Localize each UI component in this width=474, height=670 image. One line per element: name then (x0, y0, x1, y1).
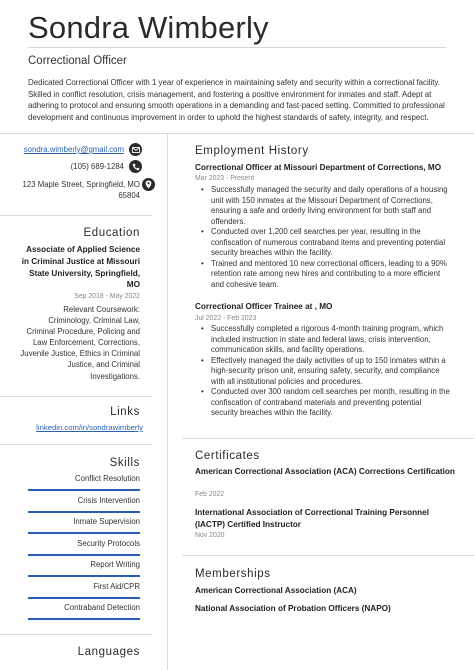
skill-name: Report Writing (90, 560, 140, 569)
certificate-date: Feb 2022 (195, 491, 225, 498)
candidate-name: Sondra Wimberly (28, 10, 269, 45)
membership-item: American Correctional Association (ACA) (195, 586, 357, 595)
skill-bar (28, 575, 140, 577)
skill-bar-fill (28, 489, 140, 491)
left-divider (0, 444, 152, 445)
profile-summary: Dedicated Correctional Officer with 1 year of experience in maintaining safety and security within a correctional facility. Skilled in conflict resolution, crisis management, and fostering a positive environment for inmates and staff. Adept at adhering to protocol and ensuring smooth operations in a demanding and fast-paced setting. Committed to professional development and continuous improvement in order to uphold the highest standards of safety, integrity, and respect. (28, 78, 445, 122)
skill-item (28, 603, 140, 612)
job-bullet: • Successfully completed a rigorous 4-month training program, which included instruction in state and federal laws, crisis intervention, communication skills, and facility operations. (200, 324, 450, 356)
job-bullet: • Trained and mentored 10 new correctional officers, leading to a 90% retention rate among new hires and contributing to a more efficient and cohesive team. (200, 259, 450, 291)
skill-bar (28, 532, 140, 534)
skill-bar-fill (28, 618, 140, 620)
skills-heading: Skills (109, 457, 140, 469)
education-degree: Associate of Applied Science in Criminal Justice at Missouri State University, Springfield, MO (21, 245, 140, 290)
left-divider (0, 396, 152, 397)
skill-bar (28, 489, 140, 491)
certificates-heading: Certificates (195, 450, 260, 462)
job-bullet: • Conducted over 1,200 cell searches per year, resulting in the confiscation of numerous contraband items and preventing potential security breaches within the facility. (200, 227, 450, 259)
certificate-date: Nov 2020 (195, 532, 225, 539)
job-bullet: • Successfully managed the security and daily operations of a housing unit with 150 inmates at the Missouri Department of Corrections, ensuring a safe and orderly living environment for both staff and offenders. (200, 185, 450, 227)
job-1-title: Correctional Officer at Missouri Department of Corrections, MO (195, 163, 442, 172)
skill-bar-fill (28, 597, 140, 599)
job-bullet: • Effectively managed the daily activities of up to 150 inmates within a high-security prison unit, ensuring safety, security, and compliance with all institutional policies and procedures. (200, 356, 450, 388)
skill-item (28, 517, 140, 526)
skill-bar-fill (28, 511, 140, 513)
job-2-title: Correctional Officer Trainee at , MO (195, 302, 333, 311)
skill-bar-fill (28, 575, 140, 577)
skill-item (28, 539, 140, 548)
certificate-title: International Association of Correctional Training Personnel (IACTP) Certified Instructor (195, 508, 429, 529)
skill-name: Inmate Supervision (73, 517, 140, 526)
certificate-title: American Correctional Association (ACA) Corrections Certification (195, 467, 455, 476)
membership-item: National Association of Probation Officers (NAPO) (195, 604, 391, 613)
education-coursework: Relevant Coursework: Criminology, Criminal Law, Criminal Procedure, Policing and Law Enforcement, Corrections, Juvenile Justice, Ethics in Criminal Justice, and Criminal Investigations. (20, 305, 140, 381)
skill-bar (28, 511, 140, 513)
job-2-dates: Jul 2022 - Feb 2023 (195, 315, 257, 322)
column-divider (167, 133, 168, 670)
skill-bar-fill (28, 532, 140, 534)
location-pin-icon (142, 178, 155, 191)
skill-bar-fill (28, 554, 140, 556)
phone-icon (129, 160, 142, 173)
job-title: Correctional Officer (28, 55, 127, 67)
links-heading: Links (110, 406, 140, 418)
job-1-dates: Mar 2023 - Present (195, 175, 254, 182)
left-divider (0, 215, 152, 216)
job-1-bullets (200, 185, 450, 290)
employment-heading: Employment History (195, 145, 309, 157)
linkedin-link[interactable]: linkedin.com/in/sondrawimberly (36, 423, 143, 432)
memberships-heading: Memberships (195, 568, 271, 580)
languages-heading: Languages (77, 646, 140, 658)
skill-item (28, 560, 140, 569)
skill-name: Crisis Intervention (77, 496, 140, 505)
email-link[interactable]: sondra.wimberly@gmail.com (23, 145, 124, 154)
mail-icon (129, 143, 142, 156)
header-divider (28, 47, 446, 48)
skill-item (28, 582, 140, 591)
skill-item (28, 496, 140, 505)
phone-row (71, 160, 142, 173)
skill-name: Contraband Detection (64, 603, 140, 612)
phone-number: (105) 689-1284 (70, 162, 124, 171)
section-divider (0, 133, 474, 134)
right-divider (182, 555, 474, 556)
job-2-bullets (200, 324, 450, 419)
job-bullet: • Conducted over 300 random cell searches per month, resulting in the confiscation of contraband materials and preventing potential security breaches within the facility. (200, 387, 450, 419)
right-divider (182, 438, 474, 439)
skill-name: Conflict Resolution (74, 474, 140, 483)
education-dates: Sep 2018 - May 2022 (74, 293, 140, 300)
address: 123 Maple Street, Springfield, MO 65804 (22, 180, 140, 200)
skill-name: First Aid/CPR (93, 582, 140, 591)
skill-bar (28, 597, 140, 599)
left-divider (0, 634, 152, 635)
skill-bar (28, 618, 140, 620)
email-row (24, 143, 142, 156)
skill-bar (28, 554, 140, 556)
skill-name: Security Protocols (77, 539, 140, 548)
education-heading: Education (83, 227, 140, 239)
skill-item (28, 474, 140, 483)
